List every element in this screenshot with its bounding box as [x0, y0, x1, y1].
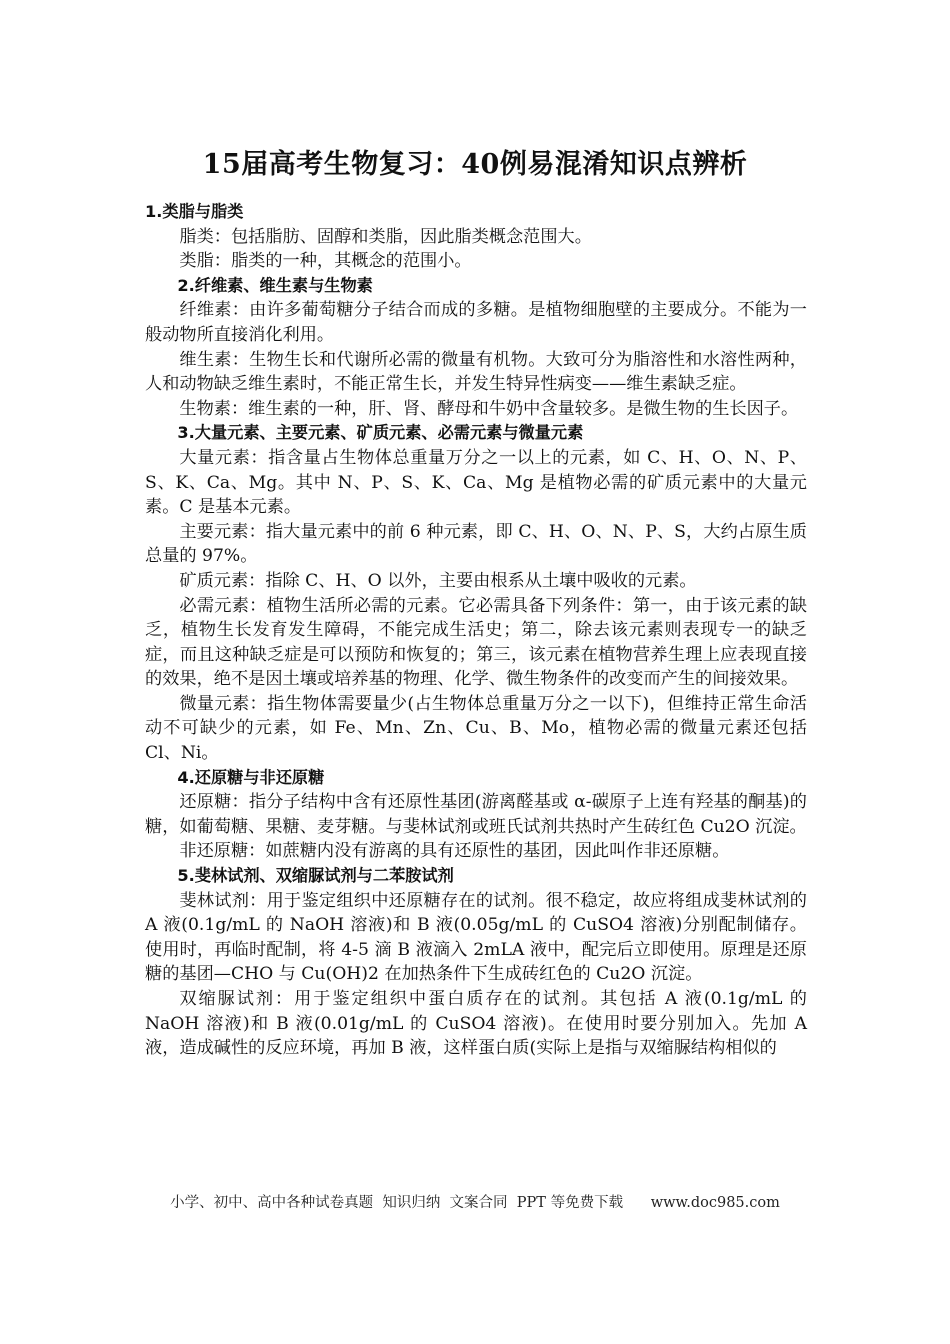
body-paragraph: 非还原糖：如蔗糖内没有游离的具有还原性的基团，因此叫作非还原糖。 [179, 841, 730, 862]
body-paragraph: 生物素：维生素的一种，肝、肾、酵母和牛奶中含量较多。是微生物的生长因子。 [179, 398, 799, 419]
body-paragraph: 还原糖：指分子结构中含有还原性基团(游离醛基或 α-碳原子上连有羟基的酮基)的糖，如葡萄糖、果糖、麦芽糖。与斐林试剂或班氏试剂共热时产生砖红色 Cu2O 沉淀。 [145, 792, 807, 837]
body-paragraph: 类脂：脂类的一种，其概念的范围小。 [179, 251, 472, 272]
body-paragraph: 必需元素：植物生活所必需的元素。它必需具备下列条件：第一，由于该元素的缺乏，植物生长发育发生障碍，不能完成生活史；第二，除去该元素则表现专一的缺乏症，而且这种缺乏症是可以预防和恢复的；第三，该元素在植物营养生理上应表现直接的效果，绝不是因土壤或培养基的物理、化学、微生物条件的改变而产生的间接效果。 [145, 595, 807, 690]
section-heading: 4.还原糖与非还原糖 [177, 767, 325, 787]
page-footer: 小学、初中、高中各种试卷真题 知识归纳 文案合同 PPT 等免费下载 www.doc985.com [170, 1195, 780, 1211]
section-heading: 2.纤维素、维生素与生物素 [177, 275, 373, 295]
body-paragraph: 主要元素：指大量元素中的前 6 种元素，即 C、H、O、N、P、S，大约占原生质总量的 97%。 [145, 521, 807, 567]
body-paragraph: 纤维素：由许多葡萄糖分子结合而成的多糖。是植物细胞壁的主要成分。不能为一般动物所直接消化利用。 [145, 300, 807, 345]
body-paragraph: 脂类：包括脂肪、固醇和类脂，因此脂类概念范围大。 [179, 226, 592, 247]
body-paragraph: 维生素：生物生长和代谢所必需的微量有机物。大致可分为脂溶性和水溶性两种，人和动物缺乏维生素时，不能正常生长，并发生特异性病变——维生素缺乏症。 [145, 349, 807, 395]
section-heading: 5.斐林试剂、双缩脲试剂与二苯胺试剂 [177, 866, 454, 886]
body-paragraph: 双缩脲试剂：用于鉴定组织中蛋白质存在的试剂。其包括 A 液(0.1g/mL 的 NaOH 溶液)和 B 液(0.01g/mL 的 CuSO4 溶液)。在使用时要分别加入。先加 A 液，造成碱性的反应环境，再加 B 液，这样蛋白质(实际上是指与双缩脲结构相似的 [145, 989, 807, 1059]
body-paragraph: 大量元素：指含量占生物体总重量万分之一以上的元素，如 C、H、O、N、P、S、K、Ca、Mg。其中 N、P、S、K、Ca、Mg 是植物必需的矿质元素中的大量元素。C 是基本元素。 [145, 447, 807, 518]
body-paragraph: 矿质元素：指除 C、H、O 以外，主要由根系从土壤中吸收的元素。 [179, 570, 697, 591]
document-title: 15届高考生物复习：40例易混淆知识点辨析 [202, 149, 748, 180]
document-body [145, 200, 807, 1061]
section-heading: 3.大量元素、主要元素、矿质元素、必需元素与微量元素 [177, 423, 584, 443]
body-paragraph: 微量元素：指生物体需要量少(占生物体总重量万分之一以下)，但维持正常生命活动不可缺少的元素，如 Fe、Mn、Zn、Cu、B、Mo，植物必需的微量元素还包括 Cl、Ni。 [145, 693, 807, 764]
body-paragraph: 斐林试剂：用于鉴定组织中还原糖存在的试剂。很不稳定，故应将组成斐林试剂的 A 液(0.1g/mL 的 NaOH 溶液)和 B 液(0.05g/mL 的 CuSO4 溶液)分别配制储存。使用时，再临时配制，将 4-5 滴 B 液滴入 2mLA 液中，配完后立即使用。原理是还原糖的基团—CHO 与 Cu(OH)2 在加热条件下生成砖红色的 Cu2O 沉淀。 [145, 890, 807, 985]
section-heading: 1.类脂与脂类 [145, 202, 244, 221]
